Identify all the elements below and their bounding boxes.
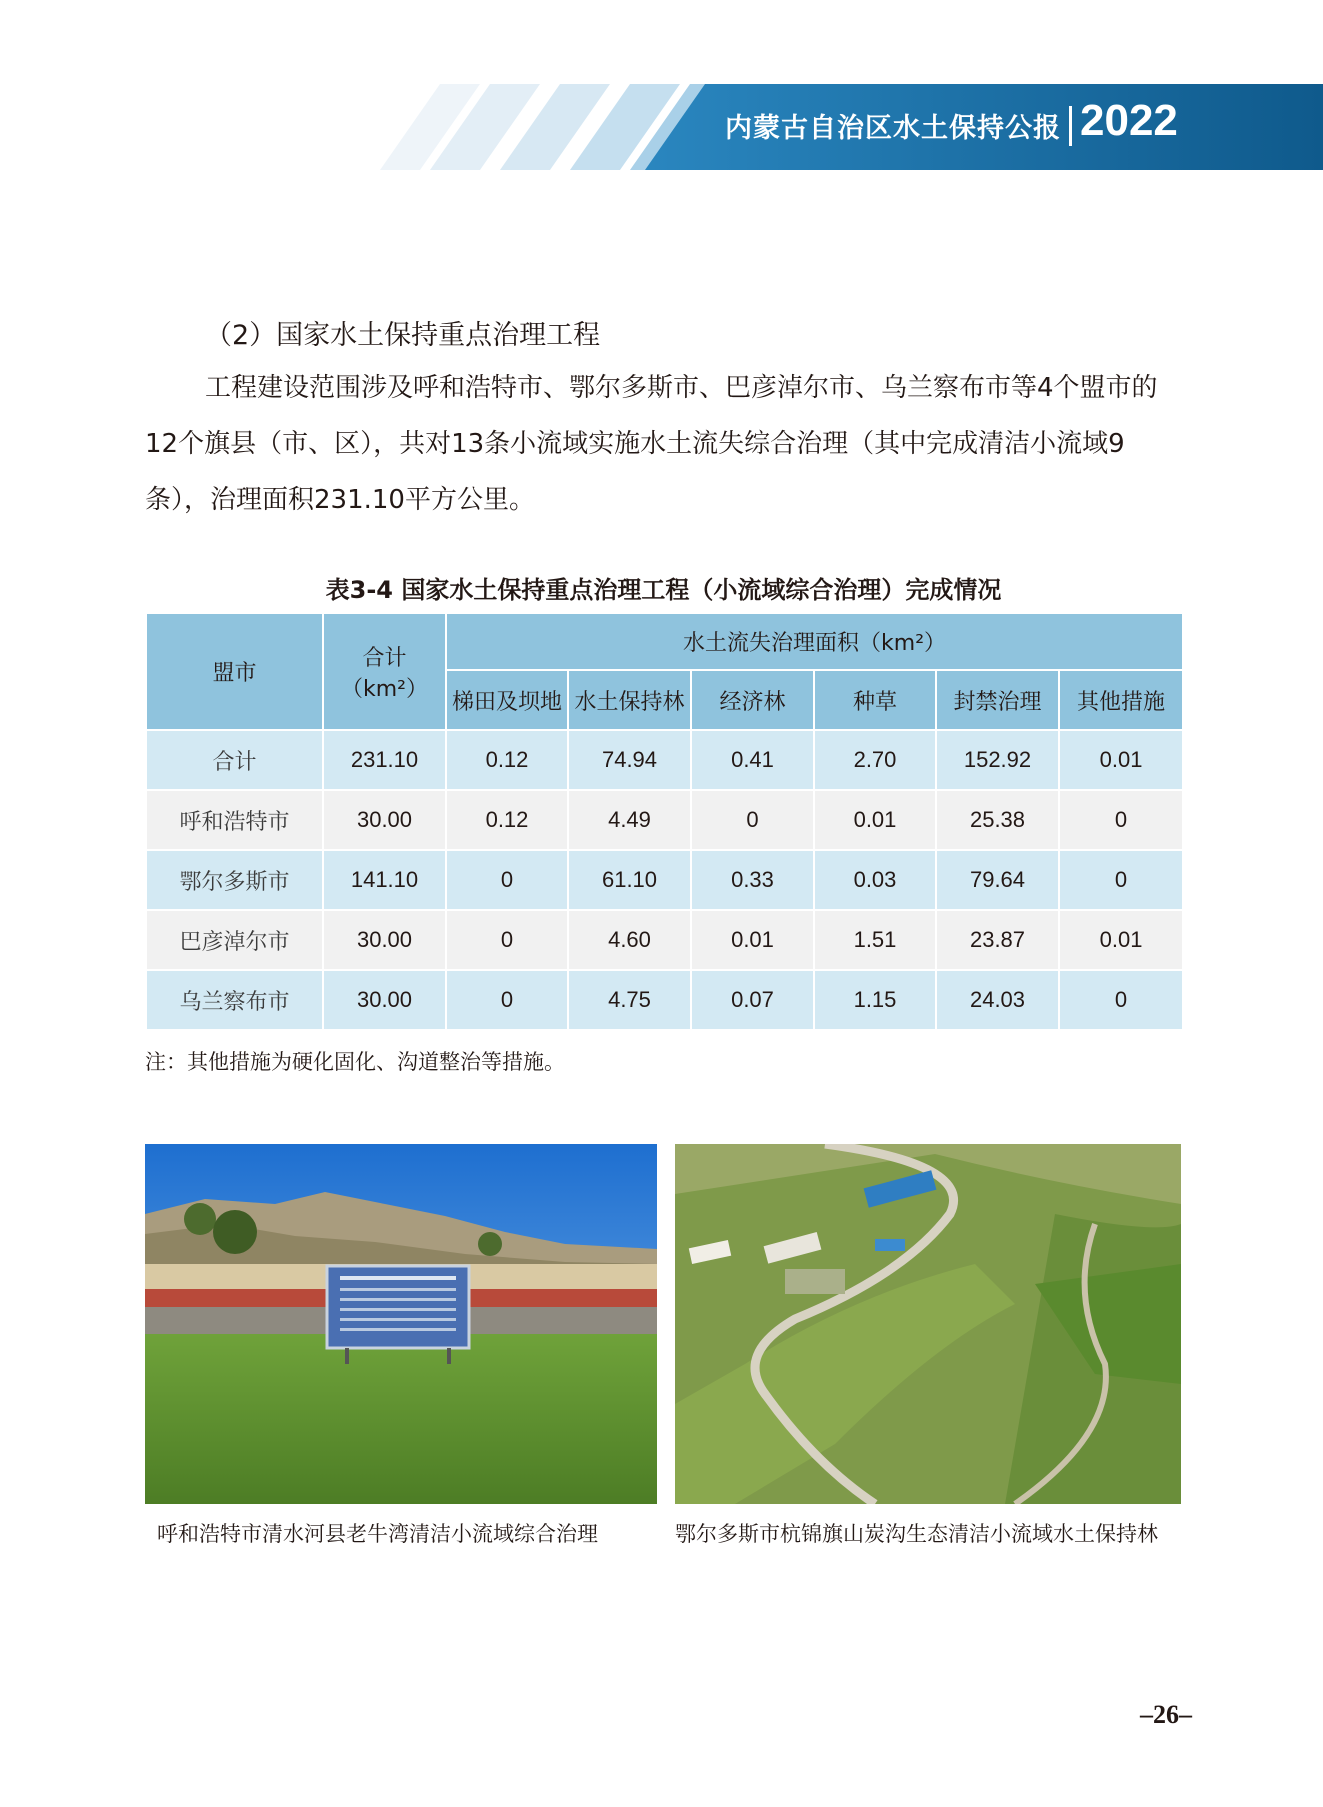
header-divider	[1069, 106, 1072, 146]
header-grass: 种草	[814, 670, 936, 730]
cell-city: 合计	[146, 730, 323, 790]
header-closure: 封禁治理	[936, 670, 1059, 730]
table-row	[146, 790, 1183, 850]
cell-total: 30.00	[323, 970, 446, 1030]
cell-city: 呼和浩特市	[146, 790, 323, 850]
photo-caption-right: 鄂尔多斯市杭锦旗山炭沟生态清洁小流域水土保持林	[675, 1522, 1158, 1546]
header-total-label: 合计	[362, 645, 407, 671]
cell-total: 30.00	[323, 910, 446, 970]
cell-forest: 61.10	[568, 850, 691, 910]
cell-economic: 0	[691, 790, 814, 850]
cell-city: 乌兰察布市	[146, 970, 323, 1030]
cell-economic: 0.41	[691, 730, 814, 790]
page-header-banner	[0, 84, 1323, 170]
photo-caption-left: 呼和浩特市清水河县老牛湾清洁小流域综合治理	[157, 1522, 598, 1546]
cell-other: 0	[1059, 850, 1183, 910]
cell-other: 0	[1059, 790, 1183, 850]
cell-grass: 0.03	[814, 850, 936, 910]
cell-closure: 79.64	[936, 850, 1059, 910]
cell-other: 0.01	[1059, 730, 1183, 790]
table-row	[146, 850, 1183, 910]
report-year: 2022	[1080, 96, 1178, 145]
header-total-unit: （km²）	[341, 676, 428, 702]
body-paragraph: 工程建设范围涉及呼和浩特市、鄂尔多斯市、巴彦淖尔市、乌兰察布市等4个盟市的12个旗县（市、区），共对13条小流域实施水土流失综合治理（其中完成清洁小流域9条），治理面积231.10平方公里。	[145, 373, 1158, 515]
section-heading: （2）国家水土保持重点治理工程	[205, 320, 601, 351]
table-caption: 表3-4 国家水土保持重点治理工程（小流域综合治理）完成情况	[325, 576, 1002, 604]
header-total	[323, 613, 446, 730]
cell-terraces: 0	[446, 970, 568, 1030]
cell-economic: 0.01	[691, 910, 814, 970]
cell-other: 0.01	[1059, 910, 1183, 970]
cell-terraces: 0	[446, 850, 568, 910]
cell-forest: 4.49	[568, 790, 691, 850]
photo-graphic-right	[675, 1144, 1181, 1504]
table-row-total	[146, 730, 1183, 790]
table-row	[146, 910, 1183, 970]
cell-terraces: 0.12	[446, 730, 568, 790]
cell-economic: 0.33	[691, 850, 814, 910]
cell-grass: 1.15	[814, 970, 936, 1030]
header-area-group: 水土流失治理面积（km²）	[446, 613, 1183, 670]
page-number: –26–	[1140, 1700, 1192, 1729]
completion-table	[145, 612, 1184, 1031]
cell-city: 鄂尔多斯市	[146, 850, 323, 910]
header-other: 其他措施	[1059, 670, 1183, 730]
cell-forest: 4.60	[568, 910, 691, 970]
table-note: 注：其他措施为硬化固化、沟道整治等措施。	[145, 1050, 565, 1074]
cell-grass: 1.51	[814, 910, 936, 970]
cell-closure: 152.92	[936, 730, 1059, 790]
cell-closure: 23.87	[936, 910, 1059, 970]
header-economic: 经济林	[691, 670, 814, 730]
header-forest: 水土保持林	[568, 670, 691, 730]
photo-qingshuihe-watershed	[145, 1144, 657, 1504]
cell-closure: 25.38	[936, 790, 1059, 850]
cell-total: 30.00	[323, 790, 446, 850]
photo-shantangou-watershed	[675, 1144, 1181, 1504]
cell-terraces: 0	[446, 910, 568, 970]
header-terraces: 梯田及坝地	[446, 670, 568, 730]
cell-terraces: 0.12	[446, 790, 568, 850]
cell-total: 141.10	[323, 850, 446, 910]
cell-forest: 74.94	[568, 730, 691, 790]
table-row	[146, 970, 1183, 1030]
cell-grass: 2.70	[814, 730, 936, 790]
cell-total: 231.10	[323, 730, 446, 790]
cell-other: 0	[1059, 970, 1183, 1030]
cell-closure: 24.03	[936, 970, 1059, 1030]
cell-forest: 4.75	[568, 970, 691, 1030]
report-title: 内蒙古自治区水土保持公报	[725, 113, 1061, 144]
cell-city: 巴彦淖尔市	[146, 910, 323, 970]
cell-grass: 0.01	[814, 790, 936, 850]
cell-economic: 0.07	[691, 970, 814, 1030]
header-city: 盟市	[146, 613, 323, 730]
photo-graphic-left	[145, 1144, 657, 1504]
